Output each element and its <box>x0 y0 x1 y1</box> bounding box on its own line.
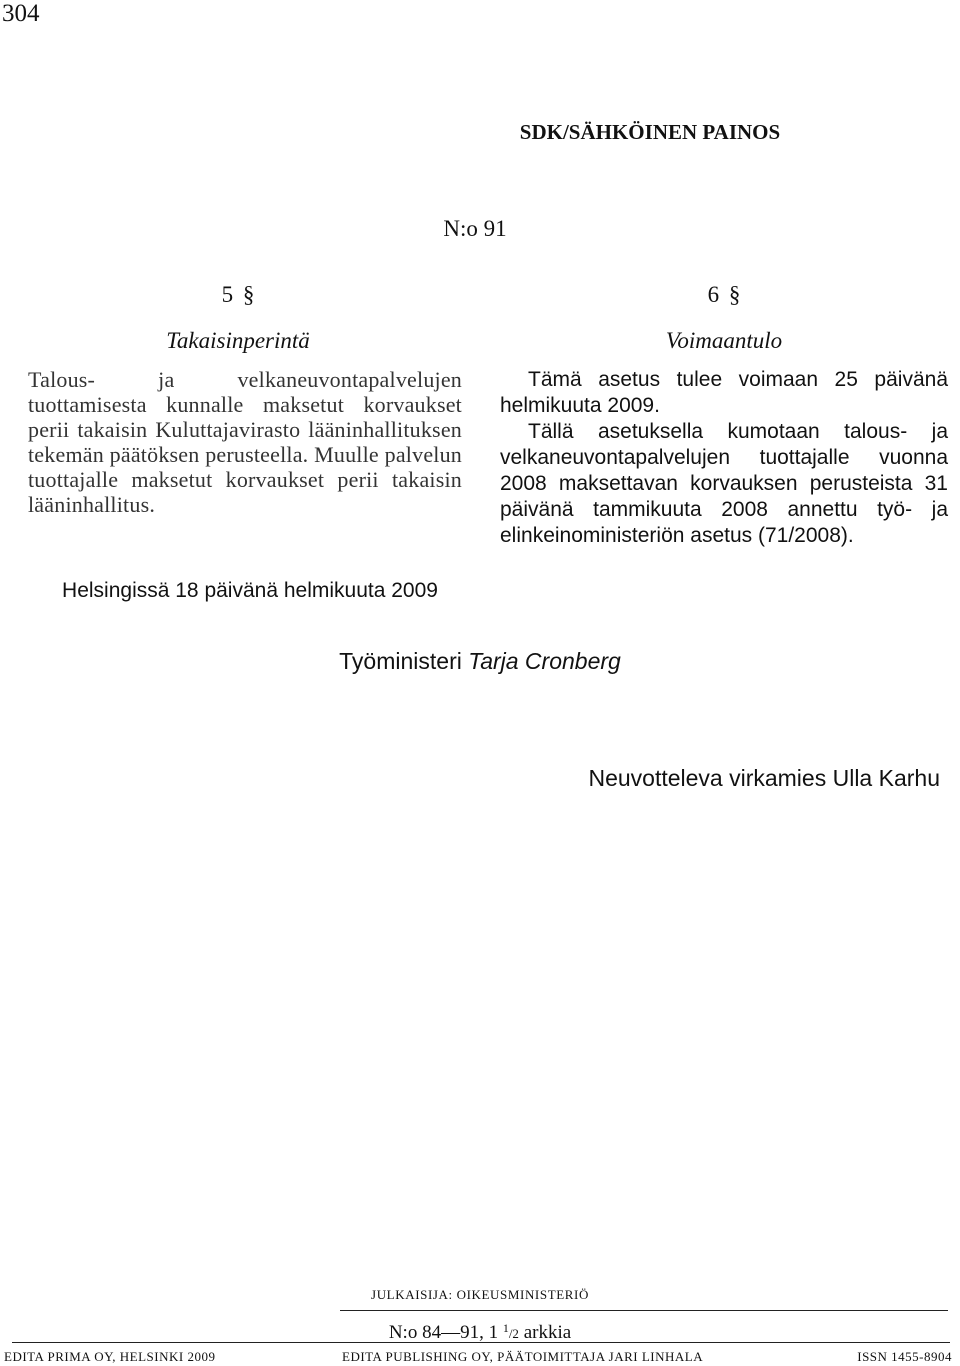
minister-signature <box>280 646 680 676</box>
section-number <box>14 280 462 310</box>
publishing-info: EDITA PUBLISHING OY, PÄÄTOIMITTAJA JARI LINHALA <box>342 1349 704 1364</box>
section-number <box>500 280 948 310</box>
pages-suffix: arkkia <box>523 1322 572 1343</box>
section-sign-icon: § <box>728 282 741 307</box>
section-number-value: 6 <box>707 282 720 307</box>
minister-name: Tarja Cronberg <box>468 648 621 674</box>
official-signature: Neuvotteleva virkamies Ulla Karhu <box>588 765 940 791</box>
section-body <box>500 367 948 549</box>
footer-imprint <box>4 1348 952 1366</box>
section-number-value: 5 <box>221 282 234 307</box>
pages-prefix: N:o 84—91, 1 <box>388 1322 499 1343</box>
issue-number: N:o 91 <box>443 216 507 241</box>
publisher: JULKAISIJA: OIKEUSMINISTERIÖ <box>371 1287 589 1302</box>
issn: ISSN 1455-8904 <box>857 1349 952 1364</box>
section-paragraph: Talous- ja velkaneuvontapalvelujen tuottamisesta kunnalle maksetut korvaukset perii takaisin Kuluttajavirasto lääninhallituksen tekemän päätöksen perusteella. Muulle palvelun tuottajalle maksetut korvaukset perii takaisin lääninhallitus. <box>28 367 462 517</box>
section-heading: Voimaantulo <box>665 328 783 353</box>
section-paragraph: Tämä asetus tulee voimaan 25 päivänä helmikuuta 2009. <box>500 368 948 417</box>
section-paragraph: Tällä asetuksella kumotaan talous- ja velkaneuvontapalvelujen tuottajalle vuonna 2008 maksettavan korvauksen perusteista 31 päivänä tammikuuta 2008 annettu työ- ja elinkeinoministeriön asetus (71/2008). <box>500 420 948 547</box>
series-title: SDK/SÄHKÖINEN PAINOS <box>519 120 781 144</box>
printer-info: EDITA PRIMA OY, HELSINKI 2009 <box>4 1349 216 1364</box>
section-sign-icon: § <box>242 282 255 307</box>
minister-title: Työministeri <box>339 648 462 674</box>
signing-place-date: Helsingissä 18 päivänä helmikuuta 2009 <box>62 579 438 602</box>
page-number: 304 <box>2 0 40 27</box>
section-heading: Takaisinperintä <box>166 328 310 353</box>
pages-fraction-numerator: 1 <box>502 1321 509 1335</box>
pages-fraction-denominator: /2 <box>508 1326 519 1341</box>
footer-divider <box>12 1342 950 1343</box>
section-5 <box>14 280 462 517</box>
section-6 <box>500 280 948 549</box>
section-body <box>14 367 462 517</box>
footer-divider <box>340 1310 948 1311</box>
